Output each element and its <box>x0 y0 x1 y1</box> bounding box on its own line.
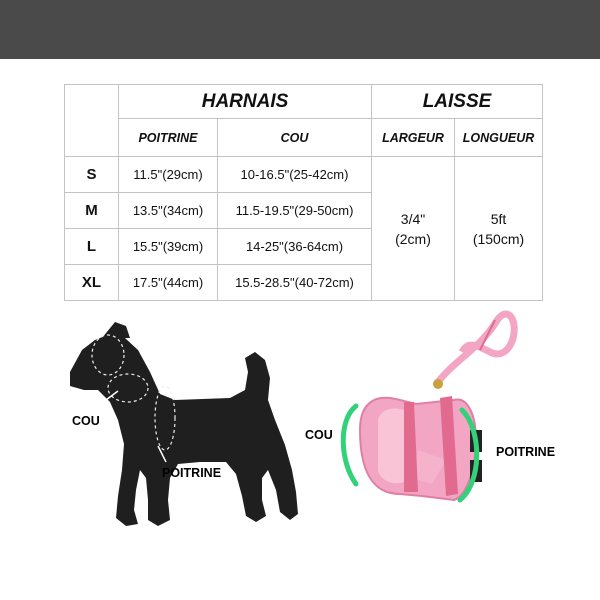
cou-column-header: COU <box>218 119 372 157</box>
poitrine-cell: 17.5"(44cm) <box>119 265 218 301</box>
harness-cou-label: COU <box>305 428 333 442</box>
largeur-inches: 3/4" <box>400 210 426 227</box>
poitrine-cell: 11.5"(29cm) <box>119 157 218 193</box>
longueur-feet: 5ft <box>490 210 507 227</box>
size-cell: M <box>65 193 119 229</box>
cou-cell: 10-16.5"(25-42cm) <box>218 157 372 193</box>
largeur-column-header: LARGEUR <box>372 119 455 157</box>
longueur-column-header: LONGUEUR <box>455 119 543 157</box>
dog-silhouette <box>70 322 298 526</box>
cou-cell: 14-25"(36-64cm) <box>218 229 372 265</box>
size-cell: L <box>65 229 119 265</box>
size-cell: XL <box>65 265 119 301</box>
leash-clip-icon <box>433 379 443 389</box>
size-cell: S <box>65 157 119 193</box>
laisse-header: LAISSE <box>372 85 543 119</box>
harnais-header: HARNAIS <box>119 85 372 119</box>
cou-cell: 15.5-28.5"(40-72cm) <box>218 265 372 301</box>
harness-poitrine-label: POITRINE <box>496 445 556 459</box>
poitrine-cell: 13.5"(34cm) <box>119 193 218 229</box>
largeur-cm: (2cm) <box>395 230 431 247</box>
poitrine-cell: 15.5"(39cm) <box>119 229 218 265</box>
dog-poitrine-label: POITRINE <box>162 466 222 480</box>
poitrine-column-header: POITRINE <box>119 119 218 157</box>
cou-cell: 11.5-19.5"(29-50cm) <box>218 193 372 229</box>
longueur-cm: (150cm) <box>472 230 525 247</box>
leash-drawing <box>433 314 514 389</box>
dog-cou-label: COU <box>72 414 100 428</box>
